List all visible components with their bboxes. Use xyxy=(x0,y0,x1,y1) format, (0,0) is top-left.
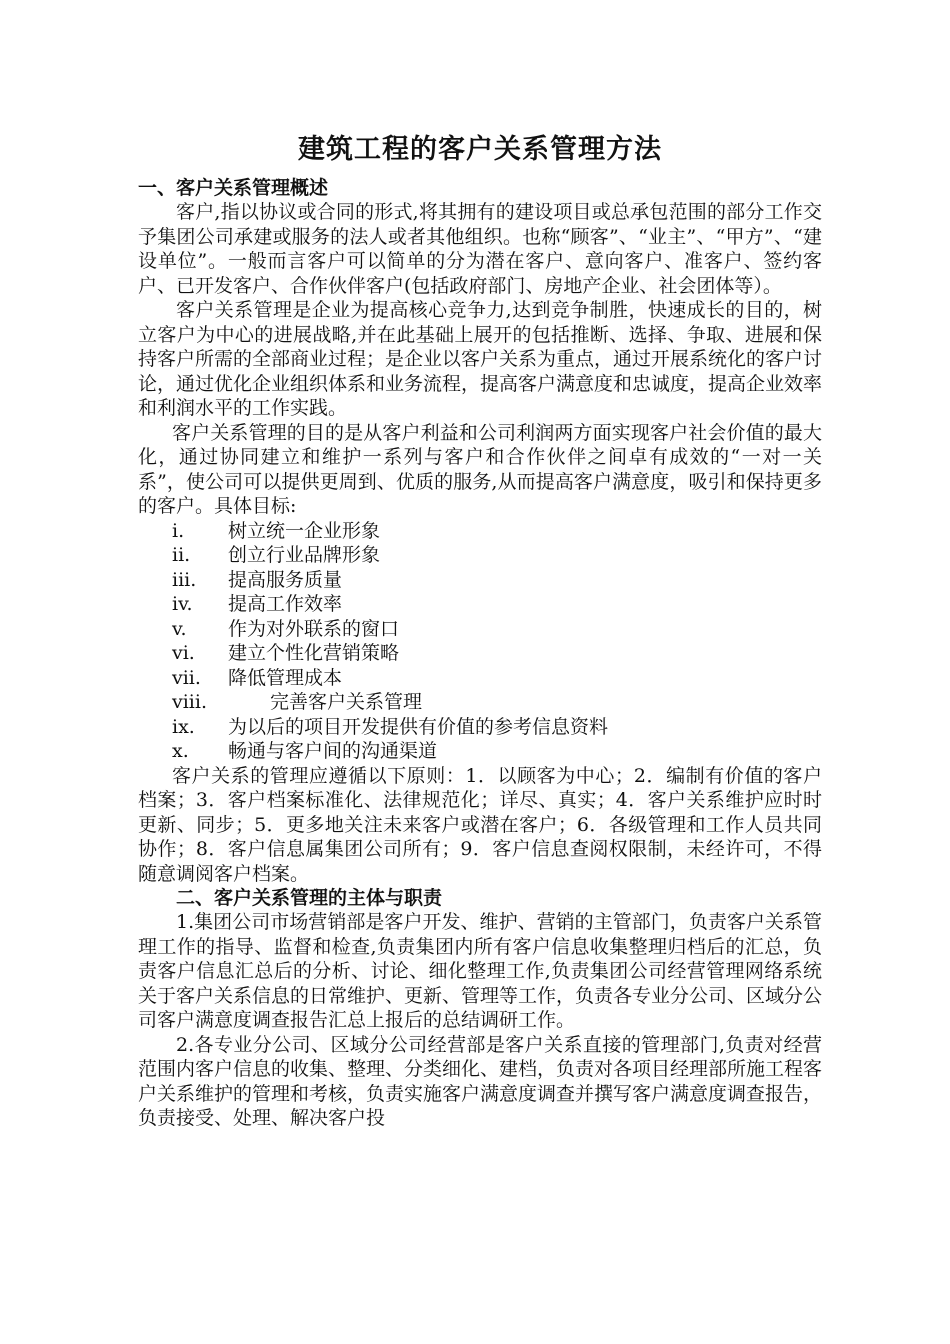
section-heading-responsibilities: 二、客户关系管理的主体与职责 xyxy=(176,887,443,909)
document-title: 建筑工程的客户关系管理方法 xyxy=(298,134,662,165)
paragraph-marketing-dept: 1.集团公司市场营销部是客户开发、维护、营销的主管部门，负责客户关系管理工作的指导、监督和检查,负责集团内所有客户信息收集整理归档后的汇总，负责客户信息汇总后的分析、讨论、细化整理工作,负责集团公司经营管理网络系统关于客户关系信息的日常维护、更新、管理等工作，负责各专业分公司、区域分公司客户满意度调查报告汇总上报后的总结调研工作。 xyxy=(138,911,823,1031)
list-item: vii. 降低管理成本 xyxy=(172,666,343,689)
paragraph-crm-definition: 客户关系管理是企业为提高核心竞争力,达到竞争制胜，快速成长的目的，树立客户为中心的进展战略,并在此基础上展开的包括推断、选择、争取、进展和保持客户所需的全部商业过程；是企业以客户关系为重点，通过开展系统化的客户讨论，通过优化企业组织体系和业务流程，提高客户满意度和忠诚度，提高企业效率和利润水平的工作实践。 xyxy=(138,299,823,419)
list-item: ix. 为以后的项目开发提供有价值的参考信息资料 xyxy=(172,715,609,738)
goals-list xyxy=(138,519,822,764)
list-item: x. 畅通与客户间的沟通渠道 xyxy=(172,740,438,762)
list-item: v. 作为对外联系的窗口 xyxy=(172,617,400,640)
paragraph-customer-definition: 客户,指以协议或合同的形式,将其拥有的建设项目或总承包范围的部分工作交予集团公司承建或服务的法人或者其他组织。也称“顾客”、“业主”、“甲方”、“建设单位”。一般而言客户可以简单的分为潜在客户、意向客户、准客户、签约客户、已开发客户、合作伙伴客户(包括政府部门、房地产企业、社会团体等）。 xyxy=(138,201,822,297)
paragraph-principles: 客户关系的管理应遵循以下原则：1．以顾客为中心；2．编制有价值的客户档案；3．客户档案标准化、法律规范化；详尽、真实；4．客户关系维护应时时更新、同步；5．更多地关注未来客户或潜在客户；6．各级管理和工作人员共同协作；8．客户信息属集团公司所有；9．客户信息查阅权限制，未经许可，不得随意调阅客户档案。 xyxy=(138,764,822,885)
list-item: vi. 建立个性化营销策略 xyxy=(172,642,400,664)
list-item: iv. 提高工作效率 xyxy=(172,593,343,615)
paragraph-branch-dept: 2.各专业分公司、区域分公司经营部是客户关系直接的管理部门,负责对经营范围内客户信息的收集、整理、分类细化、建档，负责对各项目经理部所施工程客户关系维护的管理和考核，负责实施客户满意度调查并撰写客户满意度调查报告，负责接受、处理、解决客户投 xyxy=(138,1033,823,1129)
list-item: ii. 创立行业品牌形象 xyxy=(172,544,381,566)
document-body xyxy=(138,132,822,1131)
list-item: i. 树立统一企业形象 xyxy=(172,519,381,542)
list-item: iii. 提高服务质量 xyxy=(172,568,343,591)
list-item: viii. 完善客户关系管理 xyxy=(172,691,423,713)
section-heading-overview: 一、客户关系管理概述 xyxy=(138,177,329,199)
paragraph-crm-purpose: 客户关系管理的目的是从客户利益和公司利润两方面实现客户社会价值的最大化，通过协同建立和维护一系列与客户和合作伙伴之间卓有成效的“一对一关系”，使公司可以提供更周到、优质的服务,从而提高客户满意度，吸引和保持更多的客户。具体目标: xyxy=(138,421,822,517)
